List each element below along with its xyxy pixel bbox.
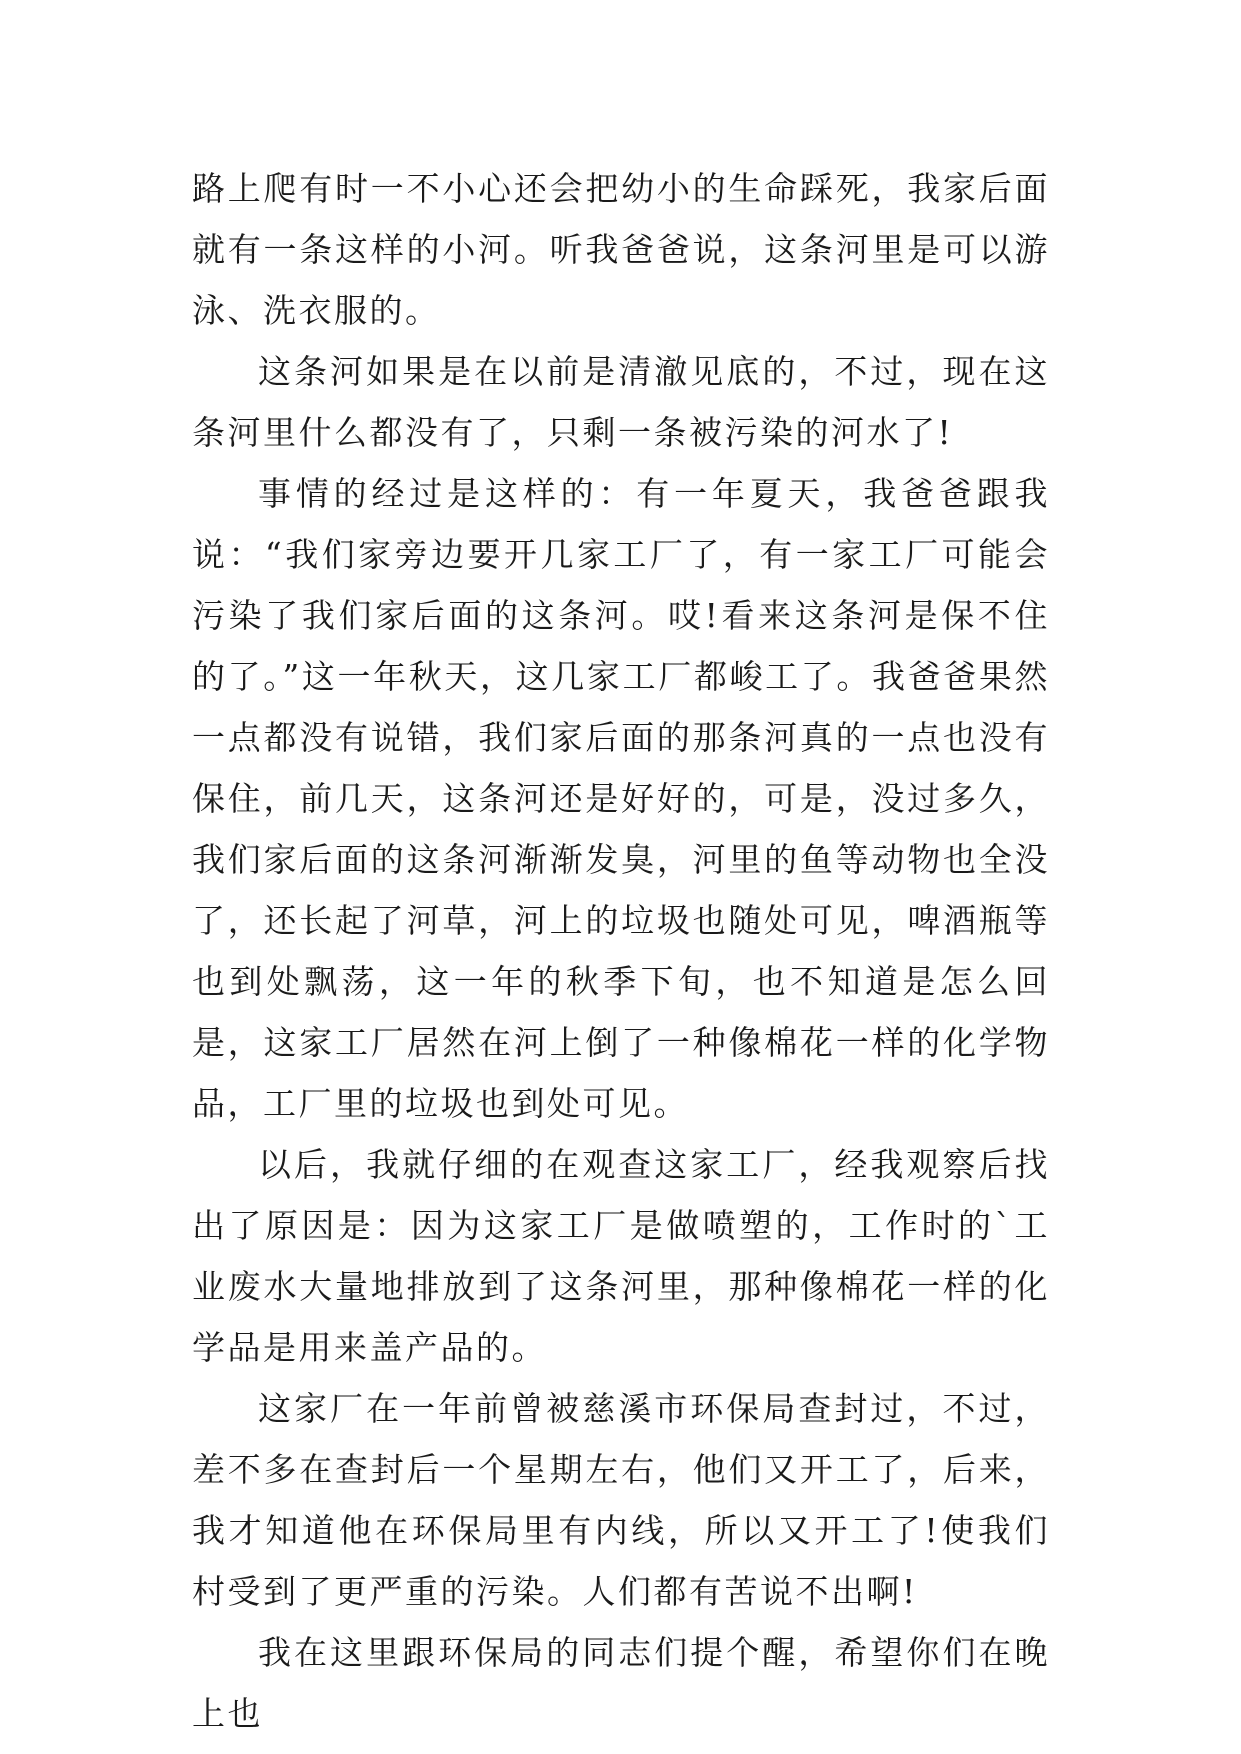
paragraph-3: 事情的经过是这样的：有一年夏天，我爸爸跟我说：“我们家旁边要开几家工厂了，有一家工厂可能会污染了我们家后面的这条河。哎!看来这条河是保不住的了。”这一年秋天，这几家工厂都峻工了。我爸爸果然一点都没有说错，我们家后面的那条河真的一点也没有保住，前几天，这条河还是好好的，可是，没过多久，我们家后面的这条河渐渐发臭，河里的鱼等动物也全没了，还长起了河草，河上的垃圾也随处可见，啤酒瓶等也到处飘荡，这一年的秋季下旬，也不知道是怎么回是，这家工厂居然在河上倒了一种像棉花一样的化学物品，工厂里的垃圾也到处可见。 xyxy=(192,474,1050,1123)
paragraph-4: 以后，我就仔细的在观查这家工厂，经我观察后找出了原因是：因为这家工厂是做喷塑的，工作时的`工业废水大量地排放到了这条河里，那种像棉花一样的化学品是用来盖产品的。 xyxy=(192,1145,1050,1367)
paragraph-6: 我在这里跟环保局的同志们提个醒，希望你们在晚上也 xyxy=(192,1633,1050,1733)
paragraph-2: 这条河如果是在以前是清澈见底的，不过，现在这条河里什么都没有了，只剩一条被污染的河水了! xyxy=(192,352,1050,452)
paragraph-5: 这家厂在一年前曾被慈溪市环保局查封过，不过，差不多在查封后一个星期左右，他们又开工了，后来，我才知道他在环保局里有内线，所以又开工了!使我们村受到了更严重的污染。人们都有苦说不出啊! xyxy=(192,1389,1050,1611)
document-body xyxy=(192,158,1050,1744)
paragraph-1: 路上爬有时一不小心还会把幼小的生命踩死，我家后面就有一条这样的小河。听我爸爸说，这条河里是可以游泳、洗衣服的。 xyxy=(192,169,1050,330)
